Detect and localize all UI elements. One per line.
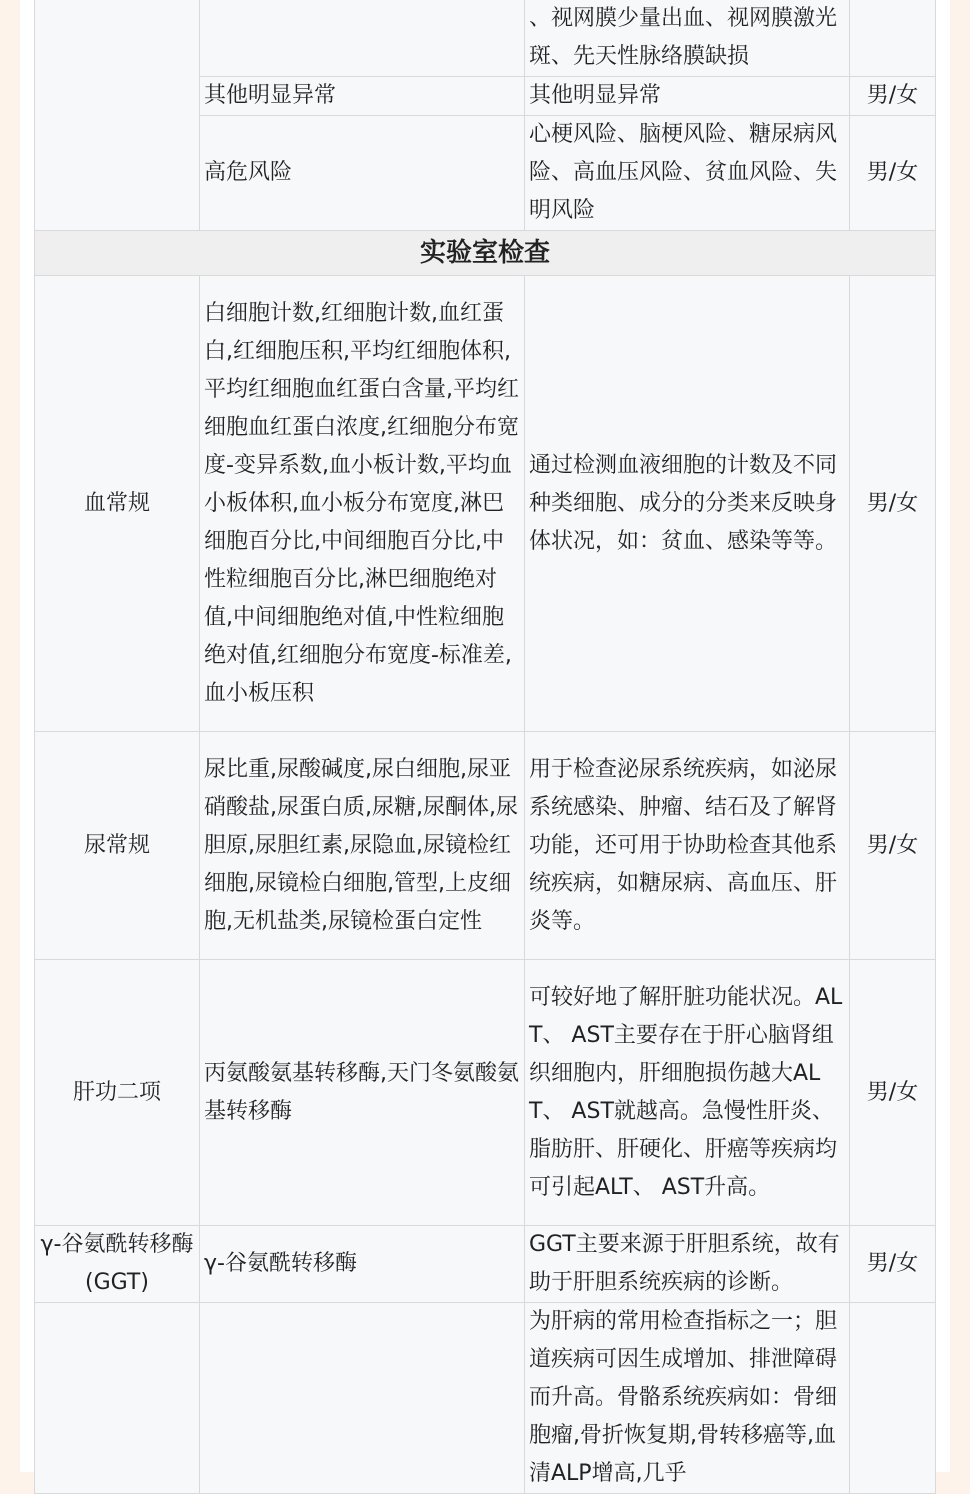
table-row [35,0,936,77]
gender-cell: 男/女 [850,116,936,231]
description-cell: 、视网膜少量出血、视网膜激光斑、先天性脉络膜缺损 [525,0,850,77]
document-page [20,0,950,1486]
table-row [35,1226,936,1303]
item-cell: 尿比重,尿酸碱度,尿白细胞,尿亚硝酸盐,尿蛋白质,尿糖,尿酮体,尿胆原,尿胆红素,尿隐血,尿镜检红细胞,尿镜检白细胞,管型,上皮细胞,无机盐类,尿镜检蛋白定性 [200,732,525,960]
section-row [35,231,936,276]
section-heading: 实验室检查 [35,231,936,276]
item-cell: 白细胞计数,红细胞计数,血红蛋白,红细胞压积,平均红细胞体积,平均红细胞血红蛋白含量,平均红细胞血红蛋白浓度,红细胞分布宽度-变异系数,血小板计数,平均血小板体积,血小板分布宽度,淋巴细胞百分比,中间细胞百分比,中性粒细胞百分比,淋巴细胞绝对值,中间细胞绝对值,中性粒细胞绝对值,红细胞分布宽度-标准差,血小板压积 [200,276,525,732]
category-cell: 尿常规 [35,732,200,960]
item-cell: 高危风险 [200,116,525,231]
table-row [35,960,936,1226]
category-cell: 血常规 [35,276,200,732]
item-cell [200,1303,525,1494]
description-cell: 用于检查泌尿系统疾病，如泌尿系统感染、肿瘤、结石及了解肾功能，还可用于协助检查其他系统疾病，如糖尿病、高血压、肝炎等。 [525,732,850,960]
table-row [35,732,936,960]
description-cell: 心梗风险、脑梗风险、糖尿病风险、高血压风险、贫血风险、失明风险 [525,116,850,231]
item-cell [200,0,525,77]
description-cell: 其他明显异常 [525,77,850,116]
table-row [35,1303,936,1494]
gender-cell: 男/女 [850,732,936,960]
gender-cell: 男/女 [850,960,936,1226]
description-cell: 可较好地了解肝脏功能状况。ALT、 AST主要存在于肝心脑肾组织细胞内，肝细胞损伤越大ALT、 AST就越高。急慢性肝炎、脂肪肝、肝硬化、肝癌等疾病均可引起ALT、 AST升高。 [525,960,850,1226]
item-cell: 其他明显异常 [200,77,525,116]
gender-cell: 男/女 [850,276,936,732]
description-cell: GGT主要来源于肝胆系统，故有助于肝胆系统疾病的诊断。 [525,1226,850,1303]
table-row [35,276,936,732]
category-cell [35,0,200,231]
gender-cell: 男/女 [850,1226,936,1303]
description-cell: 通过检测血液细胞的计数及不同种类细胞、成分的分类来反映身体状况，如：贫血、感染等等。 [525,276,850,732]
description-cell: 为肝病的常用检查指标之一；胆道疾病可因生成增加、排泄障碍而升高。骨骼系统疾病如：骨细胞瘤,骨折恢复期,骨转移癌等,血清ALP增高,几乎 [525,1303,850,1494]
gender-cell [850,1303,936,1494]
item-cell: 丙氨酸氨基转移酶,天门冬氨酸氨基转移酶 [200,960,525,1226]
item-cell: γ-谷氨酰转移酶 [200,1226,525,1303]
gender-cell: 男/女 [850,77,936,116]
checkup-table [34,0,936,1494]
gender-cell [850,0,936,77]
category-cell: 肝功二项 [35,960,200,1226]
category-cell [35,1303,200,1494]
category-cell: γ-谷氨酰转移酶(GGT) [35,1226,200,1303]
